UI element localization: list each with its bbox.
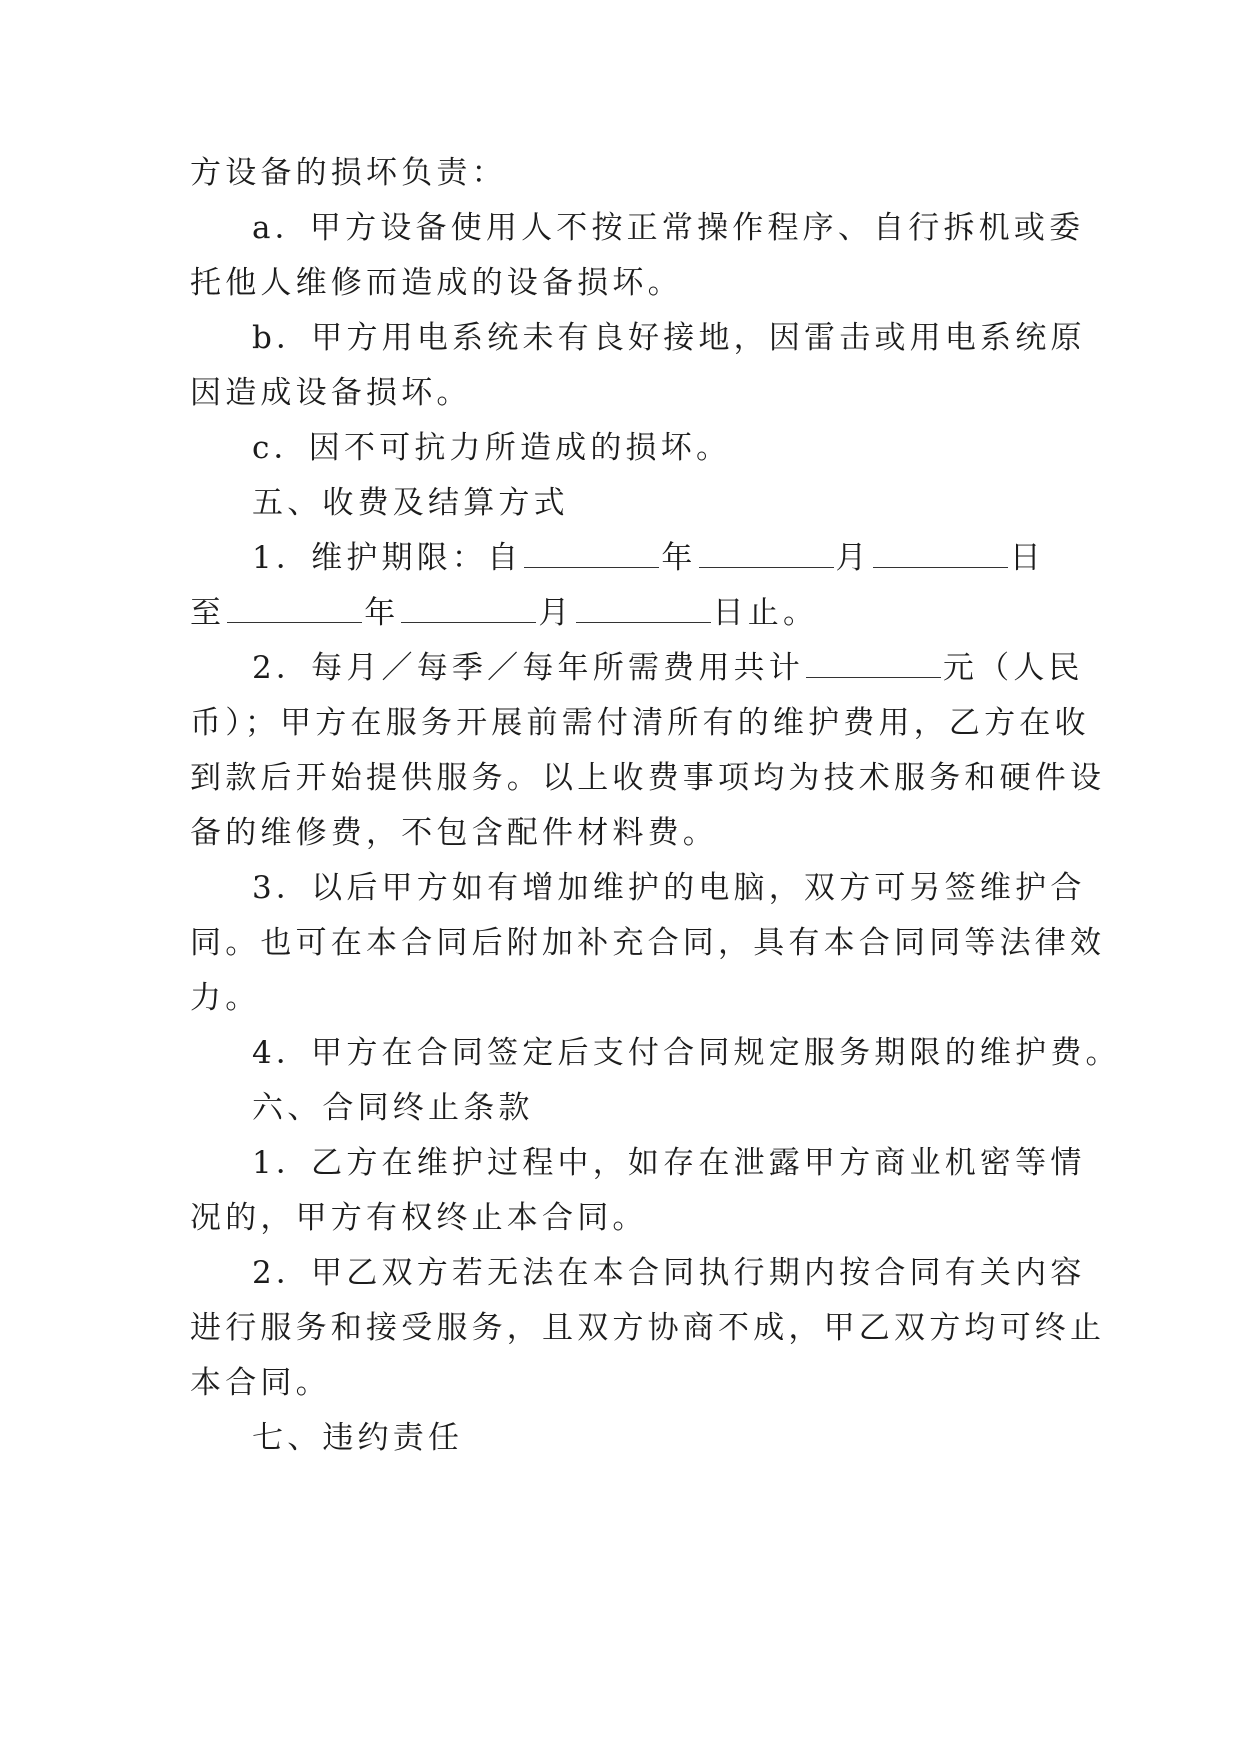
- paragraph-line: 因造成设备损坏。: [190, 375, 472, 411]
- paragraph-line: b．甲方用电系统未有良好接地，因雷击或用电系统原: [252, 320, 1086, 356]
- blank-underline: [227, 592, 362, 623]
- paragraph-line: 1．乙方在维护过程中，如存在泄露甲方商业机密等情: [252, 1145, 1086, 1181]
- paragraph-line: 力。: [190, 980, 261, 1016]
- blank-underline: [576, 592, 711, 623]
- paragraph-line: 到款后开始提供服务。以上收费事项均为技术服务和硬件设: [190, 760, 1106, 796]
- section-heading: 五、收费及结算方式: [252, 485, 569, 521]
- paragraph-line: 托他人维修而造成的设备损坏。: [190, 265, 683, 301]
- paragraph-line: 本合同。: [190, 1365, 331, 1401]
- section-heading: 六、合同终止条款: [252, 1090, 534, 1126]
- paragraph-line: 2．每月／每季／每年所需费用共计 元（人民: [252, 644, 1122, 692]
- paragraph-line: 方设备的损坏负责：: [190, 155, 507, 191]
- section-heading: 七、违约责任: [252, 1420, 464, 1456]
- blank-underline: [806, 647, 941, 678]
- paragraph-line: 同。也可在本合同后附加补充合同，具有本合同同等法律效: [190, 925, 1106, 961]
- blank-underline: [401, 592, 536, 623]
- blank-underline: [699, 537, 834, 568]
- paragraph-line: 2．甲乙双方若无法在本合同执行期内按合同有关内容: [252, 1255, 1086, 1291]
- paragraph-line: a．甲方设备使用人不按正常操作程序、自行拆机或委: [252, 210, 1085, 246]
- blank-underline: [524, 537, 659, 568]
- paragraph-line: 进行服务和接受服务，且双方协商不成，甲乙双方均可终止: [190, 1310, 1106, 1346]
- paragraph-line: 况的，甲方有权终止本合同。: [190, 1200, 648, 1236]
- paragraph-line: 币）；甲方在服务开展前需付清所有的维护费用，乙方在收: [190, 705, 1090, 741]
- paragraph-line: c．因不可抗力所造成的损坏。: [252, 430, 732, 466]
- paragraph-line: 备的维修费，不包含配件材料费。: [190, 815, 718, 851]
- paragraph-line: 1．维护期限：自 年 月 日: [252, 534, 1122, 582]
- paragraph-line: 至 年 月 日止。: [190, 589, 1060, 637]
- paragraph-line: 3．以后甲方如有增加维护的电脑，双方可另签维护合: [252, 870, 1086, 906]
- paragraph-line: 4．甲方在合同签定后支付合同规定服务期限的维护费。: [252, 1035, 1121, 1071]
- blank-underline: [873, 537, 1008, 568]
